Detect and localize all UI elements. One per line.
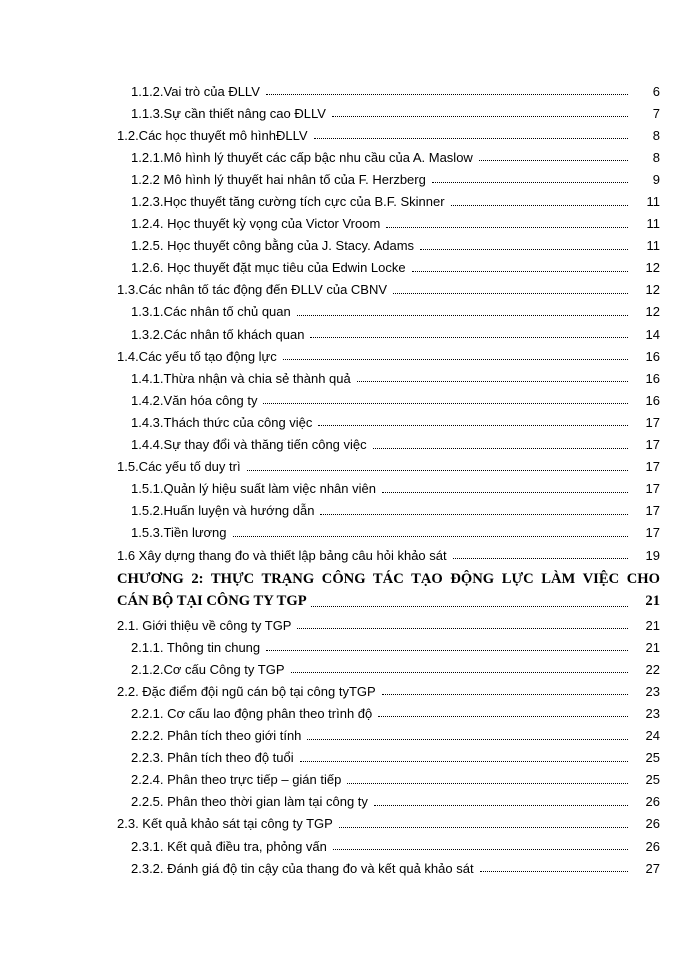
page-number: 17 [645, 503, 660, 519]
page-number: 27 [645, 860, 660, 876]
toc-entry[interactable] [0, 411, 700, 433]
page-number: 17 [645, 437, 660, 453]
toc-entry[interactable] [0, 500, 700, 522]
toc-entry-label: 1.5.1.Quản lý hiệu suất làm việc nhân viên [131, 481, 376, 497]
toc-entry[interactable] [0, 522, 700, 544]
page-number: 22 [645, 661, 660, 677]
toc-entry[interactable] [0, 323, 700, 345]
page-number: 26 [645, 838, 660, 854]
toc-entry-label: 1.4.4.Sự thay đổi và thăng tiến công việc [131, 437, 367, 453]
dot-leader [320, 505, 628, 515]
toc-entry-label: 1.5.3.Tiền lương [131, 525, 227, 541]
page-number: 17 [645, 459, 660, 475]
toc-entry[interactable] [0, 279, 700, 301]
page-number: 9 [652, 171, 660, 187]
dot-leader [386, 218, 628, 228]
dot-leader [393, 284, 628, 294]
dot-leader [310, 328, 628, 338]
toc-entry[interactable] [0, 124, 700, 146]
toc-entry-label: 1.4.1.Thừa nhận và chia sẻ thành quả [131, 370, 351, 386]
dot-leader [297, 306, 628, 316]
toc-chapter-heading[interactable] [117, 568, 660, 612]
dot-leader [382, 483, 628, 493]
toc-entry-label: 1.2.6. Học thuyết đặt mục tiêu của Edwin Locke [131, 260, 406, 276]
toc-entry[interactable] [0, 80, 700, 102]
toc-entry[interactable] [0, 680, 700, 702]
toc-section-chapter1 [0, 80, 700, 566]
chapter-title-line2-row [117, 590, 660, 612]
toc-entry-label: 1.3.Các nhân tố tác động đến ĐLLV của CBNV [117, 282, 388, 298]
toc-entry-label: 2.2.5. Phân theo thời gian làm tại công ty [131, 794, 368, 810]
toc-entry[interactable] [0, 146, 700, 168]
toc-entry[interactable] [0, 857, 700, 879]
toc-entry-label: 1.5.Các yếu tố duy trì [117, 459, 241, 475]
toc-entry[interactable] [0, 213, 700, 235]
dot-leader [307, 730, 628, 740]
toc-entry[interactable] [0, 102, 700, 124]
dot-leader [412, 262, 628, 272]
toc-entry-label: 1.2.Các học thuyết mô hìnhĐLLV [117, 127, 308, 143]
dot-leader [297, 619, 628, 629]
toc-entry-label: 1.2.4. Học thuyết kỳ vọng của Victor Vroom [131, 216, 381, 232]
chapter-title-line1: CHƯƠNG 2: THỰC TRẠNG CÔNG TÁC TẠO ĐỘNG LỰC LÀM VIỆC CHO [117, 571, 660, 588]
toc-entry-label: 1.2.1.Mô hình lý thuyết các cấp bậc nhu cầu của A. Maslow [131, 149, 473, 165]
dot-leader [480, 862, 628, 872]
toc-entry-label: 1.4.Các yếu tố tạo động lực [117, 348, 277, 364]
toc-entry[interactable] [0, 389, 700, 411]
toc-entry[interactable] [0, 791, 700, 813]
dot-leader [374, 796, 628, 806]
toc-entry-label: 1.2.5. Học thuyết công bằng của J. Stacy. Adams [131, 238, 415, 254]
toc-entry[interactable] [0, 434, 700, 456]
toc-entry-label: 2.2.3. Phân tích theo độ tuổi [131, 750, 294, 766]
page-number: 12 [645, 282, 660, 298]
page-number: 19 [645, 547, 660, 563]
page-number: 16 [645, 348, 660, 364]
dot-leader [283, 350, 628, 360]
page-number: 16 [645, 370, 660, 386]
dot-leader [432, 173, 628, 183]
page-number: 8 [652, 127, 660, 143]
toc-entry-label: 2.3. Kết quả khảo sát tại công ty TGP [117, 816, 333, 832]
page-number: 12 [645, 260, 660, 276]
dot-leader [233, 527, 628, 537]
toc-entry[interactable] [0, 168, 700, 190]
toc-entry[interactable] [0, 456, 700, 478]
page-number: 26 [645, 794, 660, 810]
toc-entry-label: 2.2.2. Phân tích theo giới tính [131, 728, 302, 744]
toc-entry-label: 2.1. Giới thiệu về công ty TGP [117, 617, 292, 633]
toc-entry[interactable] [0, 478, 700, 500]
page-number: 21 [645, 639, 660, 655]
page-number: 6 [652, 83, 660, 99]
dot-leader [266, 85, 628, 95]
page-number: 25 [645, 772, 660, 788]
toc-entry[interactable] [0, 769, 700, 791]
dot-leader [332, 107, 628, 117]
dot-leader [263, 394, 628, 404]
page-number: 25 [645, 750, 660, 766]
toc-entry[interactable] [0, 614, 700, 636]
page-number: 11 [646, 238, 660, 254]
page-number: 23 [645, 683, 660, 699]
toc-entry-label: 1.4.2.Văn hóa công ty [131, 392, 258, 408]
chapter-title-line2: CÁN BỘ TẠI CÔNG TY TGP [117, 593, 307, 610]
toc-entry[interactable] [0, 725, 700, 747]
dot-leader [347, 774, 628, 784]
toc-entry-label: 2.2.4. Phân theo trực tiếp – gián tiếp [131, 772, 342, 788]
toc-entry-label: 2.3.1. Kết quả điều tra, phỏng vấn [131, 838, 327, 854]
dot-leader [357, 372, 628, 382]
toc-entry-label: 2.1.2.Cơ cấu Công ty TGP [131, 661, 285, 677]
page-number: 17 [645, 481, 660, 497]
page-number: 24 [645, 728, 660, 744]
page-number: 17 [645, 525, 660, 541]
page-number: 12 [645, 304, 660, 320]
toc-entry-label: 1.3.2.Các nhân tố khách quan [131, 326, 305, 342]
dot-leader [311, 596, 628, 607]
dot-leader [451, 196, 628, 206]
toc-entry-label: 1.5.2.Huấn luyện và hướng dẫn [131, 503, 315, 519]
dot-leader [382, 685, 628, 695]
dot-leader [373, 439, 628, 449]
page-number: 11 [646, 194, 660, 210]
toc-entry-label: 1.1.2.Vai trò của ĐLLV [131, 83, 260, 99]
toc-entry-label: 1.2.2 Mô hình lý thuyết hai nhân tố của F. Herzberg [131, 171, 426, 187]
dot-leader [300, 752, 628, 762]
toc-entry[interactable] [0, 702, 700, 724]
toc-entry[interactable] [0, 190, 700, 212]
page-number: 26 [645, 816, 660, 832]
toc-section-chapter2 [0, 614, 700, 879]
dot-leader [291, 663, 628, 673]
toc-entry-label: 2.1.1. Thông tin chung [131, 639, 261, 655]
page-number: 23 [645, 705, 660, 721]
dot-leader [266, 641, 628, 651]
toc-entry-label: 1.1.3.Sự cần thiết nâng cao ĐLLV [131, 105, 326, 121]
page-number: 7 [652, 105, 660, 121]
toc-entry[interactable] [0, 257, 700, 279]
page-number: 21 [645, 617, 660, 633]
toc-entry[interactable] [0, 301, 700, 323]
dot-leader [420, 240, 628, 250]
toc-entry-label: 2.3.2. Đánh giá độ tin cậy của thang đo và kết quả khảo sát [131, 860, 474, 876]
toc-entry[interactable] [0, 835, 700, 857]
toc-entry[interactable] [0, 747, 700, 769]
dot-leader [453, 549, 628, 559]
page-number: 16 [645, 392, 660, 408]
dot-leader [339, 818, 628, 828]
toc-entry[interactable] [0, 658, 700, 680]
page-number: 21 [645, 593, 660, 610]
dot-leader [314, 129, 628, 139]
page-number: 14 [645, 326, 660, 342]
toc-entry-label: 2.2. Đặc điểm đội ngũ cán bộ tại công tyTGP [117, 683, 376, 699]
toc-entry-label: 1.4.3.Thách thức của công việc [131, 414, 313, 430]
toc-entry-label: 1.2.3.Học thuyết tăng cường tích cực của B.F. Skinner [131, 194, 445, 210]
toc-entry[interactable] [0, 367, 700, 389]
dot-leader [378, 707, 628, 717]
toc-entry[interactable] [0, 544, 700, 566]
dot-leader [247, 461, 628, 471]
dot-leader [333, 840, 628, 850]
toc-entry-label: 2.2.1. Cơ cấu lao động phân theo trình độ [131, 705, 373, 721]
page-number: 11 [646, 216, 660, 232]
dot-leader [318, 416, 628, 426]
toc-entry-label: 1.6 Xây dựng thang đo và thiết lập bảng câu hỏi khảo sát [117, 547, 447, 563]
toc-entry[interactable] [0, 235, 700, 257]
toc-entry[interactable] [0, 345, 700, 367]
dot-leader [479, 151, 628, 161]
page-number: 8 [652, 149, 660, 165]
toc-entry[interactable] [0, 813, 700, 835]
toc-entry-label: 1.3.1.Các nhân tố chủ quan [131, 304, 291, 320]
table-of-contents [0, 80, 700, 879]
page-number: 17 [645, 414, 660, 430]
toc-entry[interactable] [0, 636, 700, 658]
